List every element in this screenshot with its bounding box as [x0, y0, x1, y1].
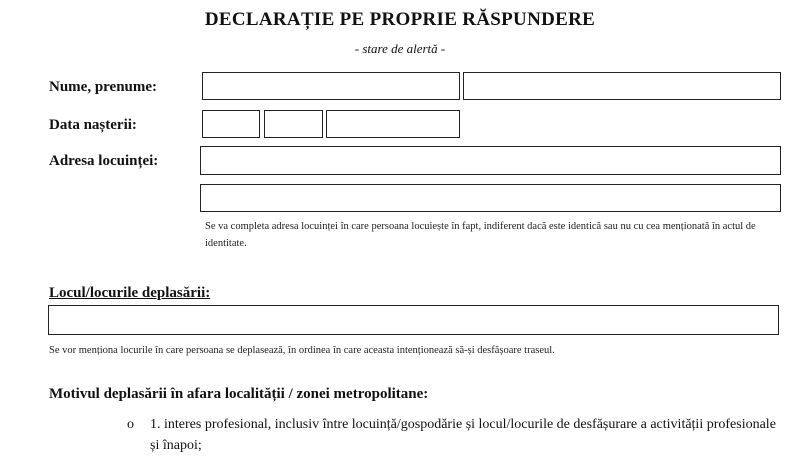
birth-year-field[interactable]	[326, 110, 460, 138]
address-label: Adresa locuinței:	[49, 153, 159, 169]
birth-month-field[interactable]	[264, 110, 323, 138]
last-name-field[interactable]	[202, 72, 460, 100]
name-label: Nume, prenume:	[49, 79, 158, 95]
first-name-field[interactable]	[463, 72, 781, 100]
travel-places-note: Se vor menționa locurile în care persoana se deplasează, în ordinea în care aceasta intenționează să-și desfășoare traseul.	[49, 345, 555, 356]
document-title: DECLARAȚIE PE PROPRIE RĂSPUNDERE	[204, 9, 596, 30]
birth-day-field[interactable]	[202, 110, 260, 138]
address-line-1-field[interactable]	[200, 146, 781, 175]
address-note: Se va completa adresa locuinței în care persoana locuiește în fapt, indiferent dacă este identică sau nu cu cea menționată în actul de identitate.	[205, 221, 756, 249]
travel-places-field[interactable]	[48, 305, 779, 335]
travel-places-label: Locul/locurile deplasării:	[49, 285, 211, 301]
document-subtitle: - stare de alertă -	[354, 41, 446, 56]
reason-1-text: 1. interes profesional, inclusiv între locuință/gospodărie și locul/locurile de desfășurare a activității profesionale și înapoi;	[150, 417, 776, 453]
address-line-2-field[interactable]	[200, 184, 781, 212]
travel-reason-heading: Motivul deplasării în afara localității / zonei metropolitane:	[49, 386, 429, 402]
birth-date-label: Data nașterii:	[49, 117, 137, 133]
reason-1-checkbox[interactable]: o	[127, 417, 134, 432]
